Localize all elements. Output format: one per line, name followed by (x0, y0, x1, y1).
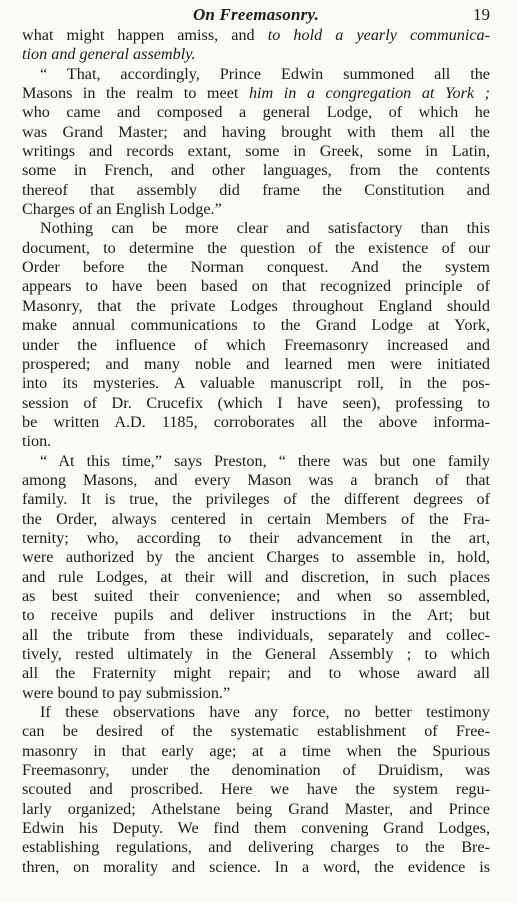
text-line (22, 123, 490, 142)
text-segment: and rule Lodges, at their will and discretion, in such places (22, 567, 490, 586)
text-segment: what might happen amiss, and (22, 26, 268, 44)
text-line (22, 626, 490, 645)
text-line (22, 606, 490, 625)
text-segment: session of Dr. Crucefix (which I have seen), professing to (22, 393, 490, 412)
text-segment: were bound to pay submission.” (22, 683, 231, 702)
text-line (22, 26, 490, 45)
text-segment: into its mysteries. A valuable manuscript roll, in the pos- (22, 374, 490, 393)
text-line (22, 858, 490, 877)
text-line (22, 394, 490, 413)
text-line (22, 548, 490, 567)
text-line (22, 297, 490, 316)
text-segment: can be desired of the systematic establishment of Free- (22, 722, 490, 741)
text-line (22, 452, 490, 471)
text-segment: larly organized; Athelstane being Grand Master, and Prince (22, 799, 490, 818)
text-line (22, 819, 490, 838)
text-line (22, 800, 490, 819)
text-segment: family. It is true, the privileges of the different degrees of (22, 490, 490, 509)
text-line (22, 374, 490, 393)
text-line (22, 722, 490, 741)
text-segment: “ At this time,” says Preston, “ there was but one family (40, 451, 490, 470)
text-segment: tion. (22, 432, 52, 451)
text-segment: “ That, accordingly, Prince Edwin summoned all the (40, 64, 490, 83)
text-segment: establishing regulations, and delivering charges to the Bre- (22, 838, 490, 857)
text-line (22, 181, 490, 200)
text-line (22, 471, 490, 490)
text-segment: as best suited their convenience; and when so assembled, (22, 586, 490, 605)
text-segment: to receive pupils and deliver instructions in the Art; but (22, 606, 490, 625)
text-line (22, 838, 490, 857)
text-segment: Order before the Norman conquest. And the system (22, 258, 490, 277)
text-line (22, 742, 490, 761)
text-segment: the Order, always centered in certain Members of the Fra- (22, 509, 490, 528)
text-line (22, 684, 490, 703)
text-line (22, 200, 490, 219)
text-segment: among Masons, and every Mason was a branch of that (22, 470, 490, 489)
text-line (22, 239, 490, 258)
text-segment: document, to determine the question of the existence of our (22, 238, 490, 257)
text-segment: were authorized by the ancient Charges to assemble in, hold, (22, 548, 490, 567)
text-line (22, 355, 490, 374)
text-segment: all the Fraternity might repair; and to whose award all (22, 664, 490, 683)
text-line (22, 336, 490, 355)
text-segment: Masonry, that the private Lodges throughout England should (22, 296, 490, 315)
italic-text-segment: him in a congregation at York ; (248, 84, 490, 103)
text-line (22, 664, 490, 683)
text-segment: If these observations have any force, no better testimony (40, 703, 490, 722)
text-line (22, 529, 490, 548)
text-segment: ternity; who, according to their advancement in the art, (22, 528, 490, 547)
text-line (22, 316, 490, 335)
text-segment: some in French, and other languages, from the contents (22, 161, 490, 180)
text-segment: thren, on morality and science. In a word, the evidence is (22, 857, 490, 876)
text-line (22, 780, 490, 799)
text-segment: was Grand Master; and having brought with them all the (22, 122, 490, 141)
text-segment: thereof that assembly did frame the Constitution and (22, 180, 490, 199)
text-segment: be written A.D. 1185, corroborates all the above informa- (22, 412, 490, 431)
text-line (22, 65, 490, 84)
text-segment: Edwin his Deputy. We find them convening Grand Lodges, (22, 819, 490, 838)
text-line (22, 277, 490, 296)
text-line (22, 161, 490, 180)
text-segment: Nothing can be more clear and satisfactory than this (40, 219, 490, 238)
text-segment: all the tribute from these individuals, separately and collec- (22, 625, 490, 644)
text-line (22, 432, 490, 451)
text-segment: tively, rested ultimately in the General Assembly ; to which (22, 645, 490, 663)
page-number: 19 (473, 5, 490, 24)
body-text (22, 26, 490, 877)
text-segment: writings and records extant, some in Greek, some in Latin, (22, 142, 490, 161)
text-segment: Charges of an English Lodge.” (22, 200, 222, 219)
text-line (22, 84, 490, 103)
text-segment: Masons in the realm to meet (22, 84, 249, 103)
text-segment: make annual communications to the Grand Lodge at York, (22, 316, 490, 335)
text-line (22, 45, 490, 64)
text-segment: under the influence of which Freemasonry increased and (22, 335, 490, 354)
text-segment: Freemasonry, under the denomination of Druidism, was (22, 761, 490, 780)
text-segment: masonry in that early age; at a time when the Spurious (22, 741, 490, 760)
text-line (22, 510, 490, 529)
text-line (22, 703, 490, 722)
text-line (22, 413, 490, 432)
text-line (22, 142, 490, 161)
text-line (22, 219, 490, 238)
text-line (22, 587, 490, 606)
italic-text-segment: to hold a yearly communica- (267, 26, 490, 44)
text-segment: appears to have been based on that recognized principle of (22, 277, 490, 296)
text-line (22, 645, 490, 664)
text-line (22, 568, 490, 587)
text-line (22, 103, 490, 122)
text-segment: prospered; and many noble and learned men were initiated (22, 354, 490, 373)
text-line (22, 258, 490, 277)
text-segment: who came and composed a general Lodge, of which he (22, 103, 490, 122)
page-header (22, 5, 490, 27)
italic-text-segment: tion and general assembly. (22, 45, 196, 64)
text-line (22, 490, 490, 509)
text-line (22, 761, 490, 780)
text-segment: scouted and proscribed. Here we have the system regu- (22, 780, 490, 799)
running-title: On Freemasonry. (192, 5, 320, 24)
